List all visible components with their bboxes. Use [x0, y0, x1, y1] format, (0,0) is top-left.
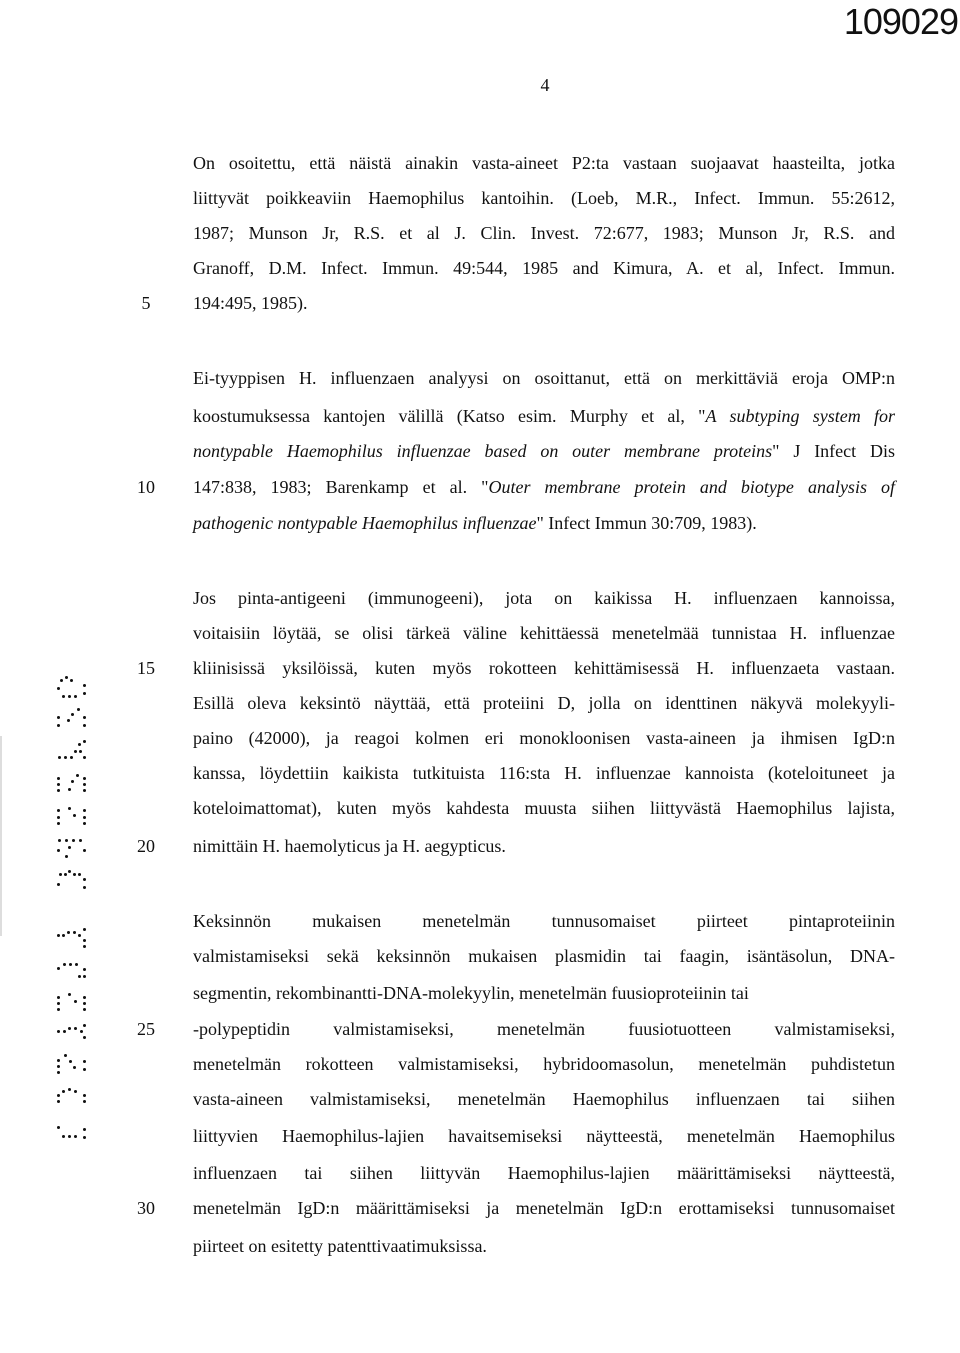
text-run: " J Infect Dis — [772, 441, 896, 461]
dot — [83, 756, 86, 759]
dot-mark — [54, 926, 88, 948]
dot — [58, 756, 61, 759]
dot-mark — [54, 676, 88, 698]
dot — [68, 695, 71, 698]
text-line: paino (42000), ja reagoi kolmen eri monokloonisen vasta-aineen ja ihmisen IgD:n — [193, 728, 895, 748]
citation-title: pathogenic nontypable Haemophilus influenzae — [193, 513, 537, 533]
dot — [78, 934, 81, 937]
dot-mark — [54, 990, 88, 1012]
dot — [68, 1088, 71, 1091]
dot-mark — [54, 1022, 88, 1044]
dot — [74, 1135, 77, 1138]
citation-title: nontypable Haemophilus influenzae based on outer membrane proteins — [193, 441, 773, 461]
dot — [62, 934, 65, 937]
dot — [83, 1068, 86, 1071]
dot — [65, 676, 68, 679]
dot — [60, 679, 63, 682]
dot — [83, 740, 86, 743]
dot — [57, 1126, 60, 1129]
citation-title: Outer membrane protein and biotype analysis of — [488, 477, 895, 497]
dot — [83, 849, 86, 852]
dot — [63, 963, 66, 966]
dot — [57, 934, 60, 937]
dot — [57, 724, 60, 727]
text-line: liittyvien Haemophilus-lajien havaitsemiseksi näytteestä, menetelmän Haemophilus — [193, 1126, 895, 1146]
dot — [57, 777, 60, 780]
dot — [83, 939, 86, 942]
text-line: vasta-aineen valmistamiseksi, menetelmän Haemophilus influenzaen tai siihen — [193, 1089, 895, 1109]
text-line: -polypeptidin valmistamiseksi, menetelmän fuusiotuotteen valmistamiseksi, — [193, 1019, 895, 1039]
text-line — [193, 512, 757, 534]
dot — [83, 968, 86, 971]
dot-mark — [54, 1118, 88, 1140]
dot — [72, 839, 75, 842]
dot — [83, 878, 86, 881]
dot-mark — [54, 1086, 88, 1108]
dot — [83, 975, 86, 978]
dot — [59, 873, 62, 876]
dot — [79, 839, 82, 842]
citation-title: A subtyping system for — [705, 406, 895, 426]
text-run: koostumuksessa kantojen välillä (Katso esim. Murphy et al, " — [193, 406, 706, 426]
dot — [73, 931, 76, 934]
dot — [57, 1008, 60, 1011]
dot — [74, 695, 77, 698]
text-line: Ei-tyyppisen H. influenzaen analyysi on osoittanut, että on merkittäviä eroja OMP:n — [193, 368, 895, 388]
text-line: voitaisiin löytää, se olisi tärkeä väline kehittäessä menetelmää tunnistaa H. influenzae — [193, 623, 895, 643]
dot — [57, 783, 60, 786]
text-line: kanssa, löydettiin kaikista tutkituista 116:sta H. influenzae kannoista (koteloituneet ja — [193, 763, 895, 783]
dot — [68, 1027, 71, 1030]
dot — [68, 846, 71, 849]
dot — [83, 1024, 86, 1027]
text-line: koteloimattomat), kuten myös kahdesta muusta siihen liittyvästä Haemophilus lajista, — [193, 798, 895, 818]
dot — [69, 1060, 72, 1063]
dot-mark — [54, 836, 88, 858]
dot — [68, 807, 71, 810]
dot — [76, 774, 79, 777]
line-number: 25 — [137, 1019, 155, 1039]
line-number: 20 — [137, 836, 155, 856]
dot-mark — [54, 804, 88, 826]
dot-mark — [54, 708, 88, 730]
dot — [58, 839, 61, 842]
text-line: On osoitettu, että näistä ainakin vasta-aineet P2:ta vastaan suojaavat haasteilta, jotka — [193, 153, 895, 173]
dot — [67, 719, 70, 722]
dot — [83, 1136, 86, 1139]
dot — [57, 687, 60, 690]
dot-mark — [54, 1054, 88, 1076]
dot — [83, 789, 86, 792]
dot — [65, 855, 68, 858]
text-line: menetelmän IgD:n määrittämiseksi ja menetelmän IgD:n erottamiseksi tunnusomaiset — [193, 1198, 895, 1218]
dot — [73, 1066, 76, 1069]
dot — [83, 1036, 86, 1039]
dot — [70, 756, 73, 759]
dot — [74, 1027, 77, 1030]
dot — [57, 1071, 60, 1074]
dot — [83, 692, 86, 695]
text-line — [193, 405, 895, 427]
dot — [57, 1094, 60, 1097]
page-number: 4 — [540, 75, 550, 95]
dot-mark — [54, 740, 88, 762]
text-line — [193, 440, 895, 462]
dot — [68, 1135, 71, 1138]
dot — [83, 1060, 86, 1063]
text-line: influenzaen tai siihen liittyvän Haemophilus-lajien määrittämiseksi näytteestä, — [193, 1163, 895, 1183]
dot — [57, 716, 60, 719]
dot — [68, 993, 71, 996]
dot — [78, 873, 81, 876]
dot — [83, 1002, 86, 1005]
dot — [83, 1128, 86, 1131]
dot — [57, 789, 60, 792]
dot-mark — [54, 958, 88, 980]
dot — [63, 1030, 66, 1033]
text-line: menetelmän rokotteen valmistamiseksi, hybridoomasolun, menetelmän puhdistetun — [193, 1054, 895, 1074]
text-line: valmistamiseksi sekä keksinnön mukaisen plasmidin tai faagin, isäntäsolun, DNA- — [193, 946, 895, 966]
dot — [62, 1090, 65, 1093]
dot — [64, 873, 67, 876]
dot — [64, 1054, 67, 1057]
text-line: 194:495, 1985). — [193, 293, 308, 313]
dot-mark — [54, 772, 88, 794]
dot — [57, 816, 60, 819]
dot — [57, 1002, 60, 1005]
dot — [83, 1094, 86, 1097]
text-run: 147:838, 1983; Barenkamp et al. " — [193, 477, 489, 497]
dot — [73, 873, 76, 876]
dot — [62, 695, 65, 698]
dot — [65, 839, 68, 842]
text-line: nimittäin H. haemolyticus ja H. aegypticus. — [193, 836, 506, 856]
text-line: 1987; Munson Jr, R.S. et al J. Clin. Invest. 72:677, 1983; Munson Jr, R.S. and — [193, 223, 895, 243]
dot — [78, 975, 81, 978]
text-line: Jos pinta-antigeeni (immunogeeni), jota on kaikissa H. influenzaen kannoissa, — [193, 588, 895, 608]
dot-mark — [54, 868, 88, 890]
dot — [57, 1059, 60, 1062]
dot — [57, 967, 60, 970]
text-line: Keksinnön mukaisen menetelmän tunnusomaiset piirteet pintaproteiinin — [193, 911, 895, 931]
dot — [83, 777, 86, 780]
dot — [83, 716, 86, 719]
dot — [64, 756, 67, 759]
text-line: Esillä oleva keksintö näyttää, että proteiini D, jolla on identtinen näkyvä molekyyli- — [193, 693, 895, 713]
dot — [67, 931, 70, 934]
text-line: kliinisissä yksilöissä, kuten myös rokotteen kehittämisessä H. influenzaeta vastaan. — [193, 658, 895, 678]
dot — [83, 1008, 86, 1011]
dot — [83, 996, 86, 999]
dot — [71, 713, 74, 716]
line-number: 10 — [137, 477, 155, 497]
line-number: 5 — [141, 293, 151, 313]
dot — [83, 822, 86, 825]
dot — [83, 816, 86, 819]
dot — [71, 780, 74, 783]
text-line — [193, 476, 895, 498]
dot — [70, 679, 73, 682]
text-line: Granoff, D.M. Infect. Immun. 49:544, 1985 and Kimura, A. et al, Infect. Immun. — [193, 258, 895, 278]
dot — [83, 886, 86, 889]
dot — [62, 1135, 65, 1138]
dot — [78, 743, 81, 746]
dot — [57, 1030, 60, 1033]
text-line: piirteet on esitetty patenttivaatimuksissa. — [193, 1236, 487, 1256]
dot — [77, 708, 80, 711]
dot — [57, 849, 60, 852]
document-number: 109029 — [843, 1, 958, 42]
dot — [57, 1100, 60, 1103]
dot — [79, 750, 82, 753]
dot — [68, 870, 71, 873]
line-number: 30 — [137, 1198, 155, 1218]
dot — [73, 814, 76, 817]
dot — [57, 1065, 60, 1068]
dot — [83, 928, 86, 931]
dot — [83, 809, 86, 812]
text-run: " Infect Immun 30:709, 1983). — [536, 513, 757, 533]
dot — [83, 945, 86, 948]
scan-edge-line — [0, 736, 2, 936]
dot — [74, 1090, 77, 1093]
dot — [80, 1030, 83, 1033]
dot — [69, 963, 72, 966]
text-line: segmentin, rekombinantti-DNA-molekyylin, menetelmän fuusioproteiinin tai — [193, 983, 749, 1003]
dot — [75, 963, 78, 966]
dot — [83, 684, 86, 687]
dot — [74, 750, 77, 753]
dot — [57, 883, 60, 886]
dot — [83, 783, 86, 786]
dot — [83, 1100, 86, 1103]
dot — [68, 788, 71, 791]
text-line: liittyvät poikkeaviin Haemophilus kantoihin. (Loeb, M.R., Infect. Immun. 55:2612, — [193, 188, 895, 208]
dot — [57, 996, 60, 999]
dot — [83, 724, 86, 727]
dot — [57, 822, 60, 825]
dot — [74, 1000, 77, 1003]
line-number: 15 — [137, 658, 155, 678]
dot — [57, 809, 60, 812]
